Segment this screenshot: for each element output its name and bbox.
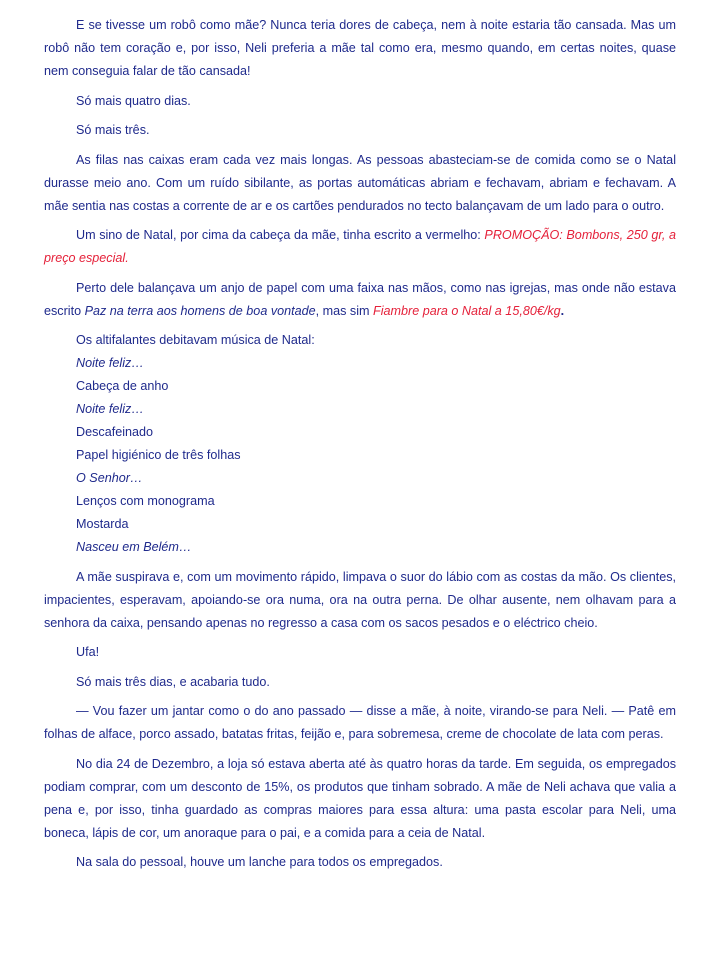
paragraph-loudspeakers: Os altifalantes debitavam música de Natal: xyxy=(76,333,315,347)
song-line: Descafeinado xyxy=(76,425,154,439)
promo-bonbons: PROMOÇÃO: Bombons, 250 gr, a preço especial xyxy=(44,228,676,265)
song-line: O Senhor… xyxy=(76,471,143,485)
angel-quote: Paz na terra aos homens de boa vontade xyxy=(84,303,316,318)
song-line: Nasceu em Belém… xyxy=(76,540,192,554)
bell-text: Um sino de Natal, por cima da cabeça da mãe, tinha escrito a vermelho: xyxy=(76,228,485,242)
paragraph-four-days: Só mais quatro dias. xyxy=(76,93,191,108)
angel-text: Perto dele balançava um anjo de papel com uma faixa nas mãos, como nas igrejas, mas onde não estava escrito xyxy=(44,280,676,318)
paragraph-december-24: No dia 24 de Dezembro, a loja só estava aberta até às quatro horas da tarde. Em seguida, os empregados podiam comprar, com um desconto de 15%, os produtos que tinham sobrado. A mãe de Neli achava que valia a pena e, por isso, tinha guardado as compras maiores para essa altura: uma pasta escolar para Neli, uma boneca, lápis de cor, um anoraque para o pai, e a comida para a ceia de Natal. xyxy=(44,756,676,840)
paragraph-robot-mother: E se tivesse um robô como mãe? Nunca teria dores de cabeça, nem à noite estaria tão cansada. Mas um robô não tem coração e, por isso, Neli preferia a mãe tal como era, mesmo quando, em certas noites, quase nem conseguia falar de tão cansada! xyxy=(44,18,676,78)
angel-text-2: , mas sim xyxy=(315,303,374,318)
paragraph-staff-snack: Na sala do pessoal, houve um lanche para todos os empregados. xyxy=(76,855,443,869)
promo-bonbons-period: . xyxy=(125,251,129,265)
paragraph-queues: As filas nas caixas eram cada vez mais longas. As pessoas abasteciam-se de comida como se o Natal durasse meio ano. Com um ruído sibilante, as portas automáticas abriam e fechavam, abriam e fechavam. A mãe sentia nas costas a corrente de ar e os cartões pendurados no tecto balançavam de um lado para o outro. xyxy=(44,152,676,213)
promo-ham-period: . xyxy=(560,303,565,318)
paragraph-three-more: Só mais três. xyxy=(76,123,150,137)
paragraph-three-days-left: Só mais três dias, e acabaria tudo. xyxy=(76,674,270,689)
song-line: Noite feliz… xyxy=(76,402,144,416)
paragraph-paper-angel xyxy=(44,277,676,323)
paragraph-dinner-plan: — Vou fazer um jantar como o do ano passado — disse a mãe, à noite, virando-se para Neli. — Patê em folhas de alface, porco assado, batatas fritas, feijão e, para sobremesa, creme de chocolate de lata com peras. xyxy=(44,704,676,741)
paragraph-christmas-bell xyxy=(44,224,676,270)
paragraph-mother-sighs: A mãe suspirava e, com um movimento rápido, limpava o suor do lábio com as costas da mão. Os clientes, impacientes, esperavam, apoiando-se ora numa, ora na outra perna. De olhar ausente, nem olhavam para a senhora da caixa, pensando apenas no regresso a casa com os sacos pesados e o eléctrico cheio. xyxy=(44,569,676,630)
song-line: Noite feliz… xyxy=(76,356,144,370)
song-line: Papel higiénico de três folhas xyxy=(76,448,241,462)
song-line: Mostarda xyxy=(76,517,129,531)
song-line: Cabeça de anho xyxy=(76,379,169,393)
promo-ham: Fiambre para o Natal a 15,80€/kg xyxy=(373,303,561,318)
paragraph-ufa: Ufa! xyxy=(76,645,100,659)
song-line: Lenços com monograma xyxy=(76,494,215,508)
